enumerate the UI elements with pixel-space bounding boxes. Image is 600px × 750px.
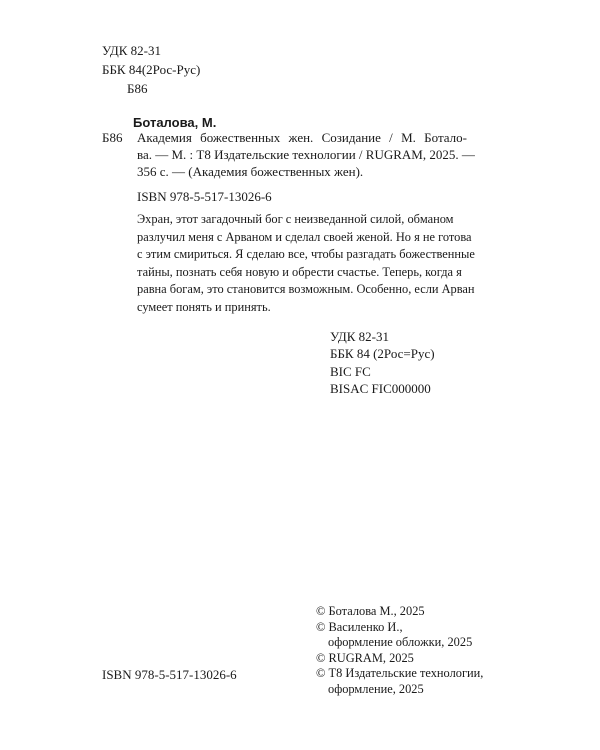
copyright-line: © RUGRAM, 2025 <box>316 650 414 665</box>
copyright-block <box>316 604 483 698</box>
copyright-line: © Василенко И., <box>316 619 403 634</box>
copyright-line: оформление, 2025 <box>328 681 424 696</box>
bib-line-3: 356 с. — (Академия божественных жен). <box>137 164 364 179</box>
author-heading: Боталова, М. <box>133 115 217 130</box>
bib-line-1: Академия божественных жен. Созидание / М. Ботало- <box>137 130 467 145</box>
annotation-line: с этим смириться. Я сделаю все, чтобы разгадать божественные <box>137 247 475 261</box>
bbk-top: ББК 84(2Рос-Рус) <box>102 62 201 77</box>
annotation-line: равна богам, это становится возможным. Особенно, если Арван <box>137 282 475 296</box>
isbn-bottom: ISBN 978-5-517-13026-6 <box>102 667 237 682</box>
annotation-line: сумеет понять и принять. <box>137 299 271 314</box>
classification-block <box>330 328 435 397</box>
isbn-entry: ISBN 978-5-517-13026-6 <box>137 189 272 204</box>
author-mark: Б86 <box>102 130 123 145</box>
annotation-line: разлучил меня с Арваном и сделал своей женой. Но я не готова <box>137 229 472 244</box>
classification-bbk: ББК 84 (2Рос=Рус) <box>330 346 435 362</box>
annotation <box>137 211 475 316</box>
annotation-line: Эхран, этот загадочный бог с неизведанной силой, обманом <box>137 212 454 226</box>
annotation-line: тайны, познать себя новую и обрести счастье. Теперь, когда я <box>137 264 462 279</box>
udk-top: УДК 82-31 <box>102 43 162 58</box>
copyright-line: © Т8 Издательские технологии, <box>316 666 484 681</box>
bib-line-2: ва. — М. : Т8 Издательские технологии / RUGRAM, 2025. — <box>137 147 475 162</box>
classification-bic: BIC FC <box>330 363 371 379</box>
copyright-line: © Боталова М., 2025 <box>316 604 425 618</box>
classification-bisac: BISAC FIC000000 <box>330 380 431 396</box>
copyright-line: оформление обложки, 2025 <box>328 635 473 650</box>
author-mark-top: Б86 <box>127 81 148 96</box>
classification-udk: УДК 82-31 <box>330 329 390 344</box>
